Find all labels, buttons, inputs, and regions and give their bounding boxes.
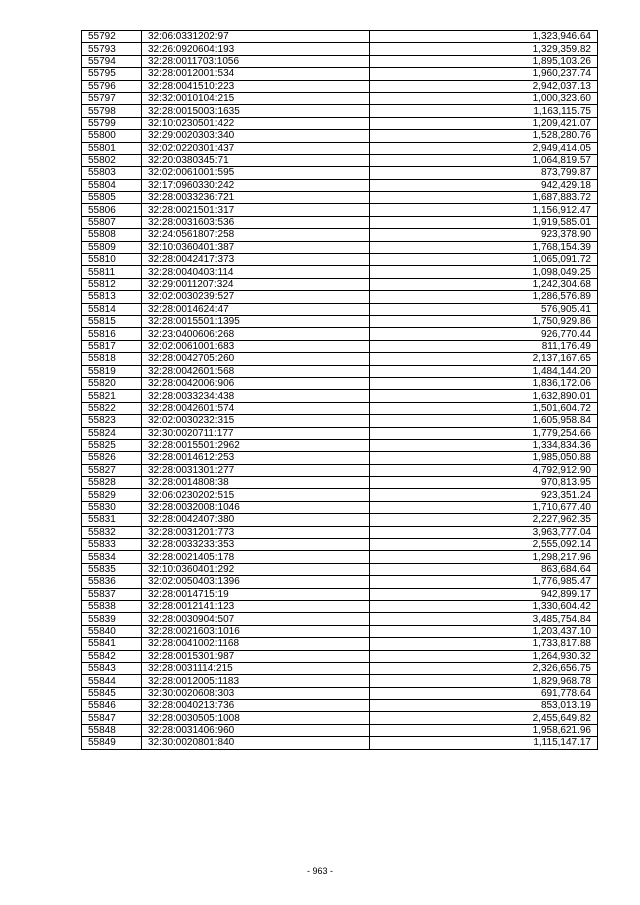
table-row xyxy=(82,501,598,513)
amount-cell: 1,000,323.60 xyxy=(370,92,598,104)
cadastral-number-cell: 32:02:0061001:683 xyxy=(142,340,370,352)
row-id-cell: 55838 xyxy=(82,600,142,612)
cadastral-number-cell: 32:02:0061001:595 xyxy=(142,167,370,179)
table-row xyxy=(82,662,598,674)
cadastral-number-cell: 32:20:0380345:71 xyxy=(142,154,370,166)
amount-cell: 1,209,421.07 xyxy=(370,117,598,129)
cadastral-number-cell: 32:28:0015003:1635 xyxy=(142,105,370,117)
amount-cell: 1,098,049.25 xyxy=(370,266,598,278)
amount-cell: 1,919,585.01 xyxy=(370,216,598,228)
cadastral-number-cell: 32:28:0033234:438 xyxy=(142,390,370,402)
cadastral-number-cell: 32:28:0040403:114 xyxy=(142,266,370,278)
table-row xyxy=(82,551,598,563)
table-row xyxy=(82,390,598,402)
cadastral-number-cell: 32:28:0031201:773 xyxy=(142,526,370,538)
cadastral-number-cell: 32:28:0015501:1395 xyxy=(142,315,370,327)
cadastral-number-cell: 32:28:0014624:47 xyxy=(142,303,370,315)
amount-cell: 2,942,037.13 xyxy=(370,80,598,92)
table-row xyxy=(82,142,598,154)
table-row xyxy=(82,439,598,451)
row-id-cell: 55844 xyxy=(82,675,142,687)
table-row xyxy=(82,737,598,749)
amount-cell: 926,770.44 xyxy=(370,328,598,340)
table-row xyxy=(82,675,598,687)
amount-cell: 1,329,359.82 xyxy=(370,43,598,55)
table-row xyxy=(82,315,598,327)
row-id-cell: 55827 xyxy=(82,464,142,476)
cadastral-number-cell: 32:28:0031301:277 xyxy=(142,464,370,476)
amount-cell: 1,710,677.40 xyxy=(370,501,598,513)
row-id-cell: 55794 xyxy=(82,55,142,67)
cadastral-number-cell: 32:06:0331202:97 xyxy=(142,31,370,43)
row-id-cell: 55835 xyxy=(82,563,142,575)
amount-cell: 1,733,817.88 xyxy=(370,638,598,650)
page-number: - 963 - xyxy=(306,866,333,876)
amount-cell: 1,528,280.76 xyxy=(370,130,598,142)
cadastral-number-cell: 32:28:0012001:534 xyxy=(142,68,370,80)
table-row xyxy=(82,216,598,228)
row-id-cell: 55812 xyxy=(82,278,142,290)
row-id-cell: 55846 xyxy=(82,700,142,712)
amount-cell: 3,485,754.84 xyxy=(370,613,598,625)
amount-cell: 2,555,092.14 xyxy=(370,539,598,551)
amount-cell: 2,326,656.75 xyxy=(370,662,598,674)
row-id-cell: 55821 xyxy=(82,390,142,402)
row-id-cell: 55839 xyxy=(82,613,142,625)
table-row xyxy=(82,303,598,315)
row-id-cell: 55847 xyxy=(82,712,142,724)
amount-cell: 1,829,968.78 xyxy=(370,675,598,687)
row-id-cell: 55829 xyxy=(82,489,142,501)
cadastral-number-cell: 32:28:0015501:2962 xyxy=(142,439,370,451)
amount-cell: 1,776,985.47 xyxy=(370,576,598,588)
table-row xyxy=(82,167,598,179)
amount-cell: 2,455,649.82 xyxy=(370,712,598,724)
table-row xyxy=(82,179,598,191)
ledger-table xyxy=(81,30,598,750)
amount-cell: 1,484,144.20 xyxy=(370,365,598,377)
cadastral-number-cell: 32:28:0042407:380 xyxy=(142,514,370,526)
amount-cell: 1,895,103.26 xyxy=(370,55,598,67)
row-id-cell: 55800 xyxy=(82,130,142,142)
cadastral-number-cell: 32:32:0010104:215 xyxy=(142,92,370,104)
table-row xyxy=(82,117,598,129)
cadastral-number-cell: 32:10:0360401:292 xyxy=(142,563,370,575)
row-id-cell: 55793 xyxy=(82,43,142,55)
table-row xyxy=(82,563,598,575)
row-id-cell: 55823 xyxy=(82,415,142,427)
amount-cell: 3,963,777.04 xyxy=(370,526,598,538)
amount-cell: 970,813.95 xyxy=(370,477,598,489)
amount-cell: 923,378.90 xyxy=(370,229,598,241)
cadastral-number-cell: 32:28:0041002:1168 xyxy=(142,638,370,650)
amount-cell: 811,176.49 xyxy=(370,340,598,352)
row-id-cell: 55824 xyxy=(82,427,142,439)
cadastral-number-cell: 32:10:0360401:387 xyxy=(142,241,370,253)
row-id-cell: 55840 xyxy=(82,625,142,637)
row-id-cell: 55825 xyxy=(82,439,142,451)
row-id-cell: 55814 xyxy=(82,303,142,315)
cadastral-number-cell: 32:06:0230202:515 xyxy=(142,489,370,501)
cadastral-number-cell: 32:28:0011703:1056 xyxy=(142,55,370,67)
cadastral-number-cell: 32:28:0014808:38 xyxy=(142,477,370,489)
amount-cell: 1,768,154.39 xyxy=(370,241,598,253)
amount-cell: 1,286,576.89 xyxy=(370,291,598,303)
row-id-cell: 55822 xyxy=(82,402,142,414)
amount-cell: 1,323,946.64 xyxy=(370,31,598,43)
table-row xyxy=(82,402,598,414)
table-row xyxy=(82,588,598,600)
row-id-cell: 55805 xyxy=(82,192,142,204)
amount-cell: 1,750,929.86 xyxy=(370,315,598,327)
table-row xyxy=(82,229,598,241)
row-id-cell: 55807 xyxy=(82,216,142,228)
amount-cell: 1,330,604.42 xyxy=(370,600,598,612)
ledger-table-body xyxy=(82,31,598,750)
row-id-cell: 55836 xyxy=(82,576,142,588)
table-row xyxy=(82,415,598,427)
cadastral-number-cell: 32:28:0012141:123 xyxy=(142,600,370,612)
table-row xyxy=(82,353,598,365)
amount-cell: 1,501,604.72 xyxy=(370,402,598,414)
cadastral-number-cell: 32:28:0031114:215 xyxy=(142,662,370,674)
cadastral-number-cell: 32:28:0031603:536 xyxy=(142,216,370,228)
amount-cell: 1,334,834.36 xyxy=(370,439,598,451)
cadastral-number-cell: 32:28:0021405:178 xyxy=(142,551,370,563)
row-id-cell: 55798 xyxy=(82,105,142,117)
row-id-cell: 55826 xyxy=(82,452,142,464)
row-id-cell: 55797 xyxy=(82,92,142,104)
table-row xyxy=(82,254,598,266)
cadastral-number-cell: 32:28:0042601:568 xyxy=(142,365,370,377)
row-id-cell: 55830 xyxy=(82,501,142,513)
table-row xyxy=(82,328,598,340)
amount-cell: 863,684.64 xyxy=(370,563,598,575)
amount-cell: 1,779,254.66 xyxy=(370,427,598,439)
table-row xyxy=(82,278,598,290)
cadastral-number-cell: 32:28:0014715:19 xyxy=(142,588,370,600)
table-row xyxy=(82,92,598,104)
table-row xyxy=(82,650,598,662)
cadastral-number-cell: 32:02:0220301:437 xyxy=(142,142,370,154)
row-id-cell: 55849 xyxy=(82,737,142,749)
cadastral-number-cell: 32:28:0033233:353 xyxy=(142,539,370,551)
row-id-cell: 55811 xyxy=(82,266,142,278)
cadastral-number-cell: 32:02:0050403:1396 xyxy=(142,576,370,588)
table-row xyxy=(82,377,598,389)
table-row xyxy=(82,43,598,55)
amount-cell: 873,799.87 xyxy=(370,167,598,179)
table-row xyxy=(82,700,598,712)
row-id-cell: 55792 xyxy=(82,31,142,43)
cadastral-number-cell: 32:28:0042601:574 xyxy=(142,402,370,414)
row-id-cell: 55816 xyxy=(82,328,142,340)
cadastral-number-cell: 32:30:0020608:303 xyxy=(142,687,370,699)
row-id-cell: 55819 xyxy=(82,365,142,377)
amount-cell: 1,115,147.17 xyxy=(370,737,598,749)
cadastral-number-cell: 32:28:0030505:1008 xyxy=(142,712,370,724)
cadastral-number-cell: 32:28:0041510:223 xyxy=(142,80,370,92)
amount-cell: 1,163,115.75 xyxy=(370,105,598,117)
row-id-cell: 55845 xyxy=(82,687,142,699)
amount-cell: 1,242,304.68 xyxy=(370,278,598,290)
row-id-cell: 55803 xyxy=(82,167,142,179)
table-row xyxy=(82,427,598,439)
table-row xyxy=(82,105,598,117)
cadastral-number-cell: 32:28:0021501:317 xyxy=(142,204,370,216)
row-id-cell: 55801 xyxy=(82,142,142,154)
row-id-cell: 55831 xyxy=(82,514,142,526)
amount-cell: 1,960,237.74 xyxy=(370,68,598,80)
cadastral-number-cell: 32:28:0030904:507 xyxy=(142,613,370,625)
row-id-cell: 55810 xyxy=(82,254,142,266)
row-id-cell: 55796 xyxy=(82,80,142,92)
row-id-cell: 55804 xyxy=(82,179,142,191)
table-row xyxy=(82,489,598,501)
amount-cell: 1,632,890.01 xyxy=(370,390,598,402)
row-id-cell: 55834 xyxy=(82,551,142,563)
cadastral-number-cell: 32:28:0042417:373 xyxy=(142,254,370,266)
row-id-cell: 55809 xyxy=(82,241,142,253)
cadastral-number-cell: 32:28:0031406:960 xyxy=(142,724,370,736)
amount-cell: 576,905.41 xyxy=(370,303,598,315)
table-row xyxy=(82,192,598,204)
amount-cell: 1,605,958.84 xyxy=(370,415,598,427)
amount-cell: 2,137,167.65 xyxy=(370,353,598,365)
amount-cell: 1,064,819.57 xyxy=(370,154,598,166)
amount-cell: 691,778.64 xyxy=(370,687,598,699)
cadastral-number-cell: 32:02:0030239:527 xyxy=(142,291,370,303)
row-id-cell: 55828 xyxy=(82,477,142,489)
row-id-cell: 55799 xyxy=(82,117,142,129)
table-row xyxy=(82,526,598,538)
cadastral-number-cell: 32:28:0040213:736 xyxy=(142,700,370,712)
table-row xyxy=(82,204,598,216)
row-id-cell: 55841 xyxy=(82,638,142,650)
amount-cell: 1,203,437.10 xyxy=(370,625,598,637)
row-id-cell: 55820 xyxy=(82,377,142,389)
table-row xyxy=(82,625,598,637)
table-row xyxy=(82,539,598,551)
table-row xyxy=(82,291,598,303)
amount-cell: 1,156,912.47 xyxy=(370,204,598,216)
cadastral-number-cell: 32:28:0033236:721 xyxy=(142,192,370,204)
row-id-cell: 55843 xyxy=(82,662,142,674)
table-row xyxy=(82,130,598,142)
amount-cell: 4,792,912.90 xyxy=(370,464,598,476)
table-row xyxy=(82,31,598,43)
cadastral-number-cell: 32:30:0020711:177 xyxy=(142,427,370,439)
row-id-cell: 55817 xyxy=(82,340,142,352)
amount-cell: 942,429.18 xyxy=(370,179,598,191)
row-id-cell: 55842 xyxy=(82,650,142,662)
amount-cell: 1,958,621.96 xyxy=(370,724,598,736)
table-row xyxy=(82,477,598,489)
cadastral-number-cell: 32:28:0012005:1183 xyxy=(142,675,370,687)
table-row xyxy=(82,638,598,650)
cadastral-number-cell: 32:24:0561807:258 xyxy=(142,229,370,241)
table-row xyxy=(82,687,598,699)
amount-cell: 942,899.17 xyxy=(370,588,598,600)
cadastral-number-cell: 32:28:0032008:1046 xyxy=(142,501,370,513)
cadastral-number-cell: 32:28:0042006:906 xyxy=(142,377,370,389)
table-row xyxy=(82,576,598,588)
amount-cell: 2,227,962.35 xyxy=(370,514,598,526)
table-row xyxy=(82,241,598,253)
table-row xyxy=(82,464,598,476)
amount-cell: 1,836,172.06 xyxy=(370,377,598,389)
cadastral-number-cell: 32:10:0230501:422 xyxy=(142,117,370,129)
cadastral-number-cell: 32:28:0014612:253 xyxy=(142,452,370,464)
amount-cell: 923,351.24 xyxy=(370,489,598,501)
amount-cell: 853,013.19 xyxy=(370,700,598,712)
table-row xyxy=(82,514,598,526)
cadastral-number-cell: 32:02:0030232:315 xyxy=(142,415,370,427)
row-id-cell: 55813 xyxy=(82,291,142,303)
cadastral-number-cell: 32:30:0020801:840 xyxy=(142,737,370,749)
table-row xyxy=(82,266,598,278)
row-id-cell: 55802 xyxy=(82,154,142,166)
amount-cell: 1,264,930.32 xyxy=(370,650,598,662)
amount-cell: 1,298,217.96 xyxy=(370,551,598,563)
amount-cell: 1,687,883.72 xyxy=(370,192,598,204)
table-row xyxy=(82,340,598,352)
table-row xyxy=(82,55,598,67)
table-row xyxy=(82,80,598,92)
cadastral-number-cell: 32:17:0960330:242 xyxy=(142,179,370,191)
row-id-cell: 55806 xyxy=(82,204,142,216)
cadastral-number-cell: 32:23:0400606:268 xyxy=(142,328,370,340)
table-row xyxy=(82,613,598,625)
row-id-cell: 55795 xyxy=(82,68,142,80)
row-id-cell: 55832 xyxy=(82,526,142,538)
table-row xyxy=(82,600,598,612)
table-row xyxy=(82,68,598,80)
table-row xyxy=(82,452,598,464)
cadastral-number-cell: 32:28:0042705:260 xyxy=(142,353,370,365)
row-id-cell: 55808 xyxy=(82,229,142,241)
row-id-cell: 55833 xyxy=(82,539,142,551)
amount-cell: 2,949,414.05 xyxy=(370,142,598,154)
row-id-cell: 55837 xyxy=(82,588,142,600)
table-row xyxy=(82,724,598,736)
cadastral-number-cell: 32:26:0920604:193 xyxy=(142,43,370,55)
table-row xyxy=(82,154,598,166)
table-row xyxy=(82,365,598,377)
amount-cell: 1,065,091.72 xyxy=(370,254,598,266)
cadastral-number-cell: 32:28:0021603:1016 xyxy=(142,625,370,637)
cadastral-number-cell: 32:28:0015301:987 xyxy=(142,650,370,662)
row-id-cell: 55818 xyxy=(82,353,142,365)
row-id-cell: 55848 xyxy=(82,724,142,736)
cadastral-number-cell: 32:29:0020303:340 xyxy=(142,130,370,142)
cadastral-number-cell: 32:29:0011207:324 xyxy=(142,278,370,290)
amount-cell: 1,985,050.88 xyxy=(370,452,598,464)
table-row xyxy=(82,712,598,724)
row-id-cell: 55815 xyxy=(82,315,142,327)
